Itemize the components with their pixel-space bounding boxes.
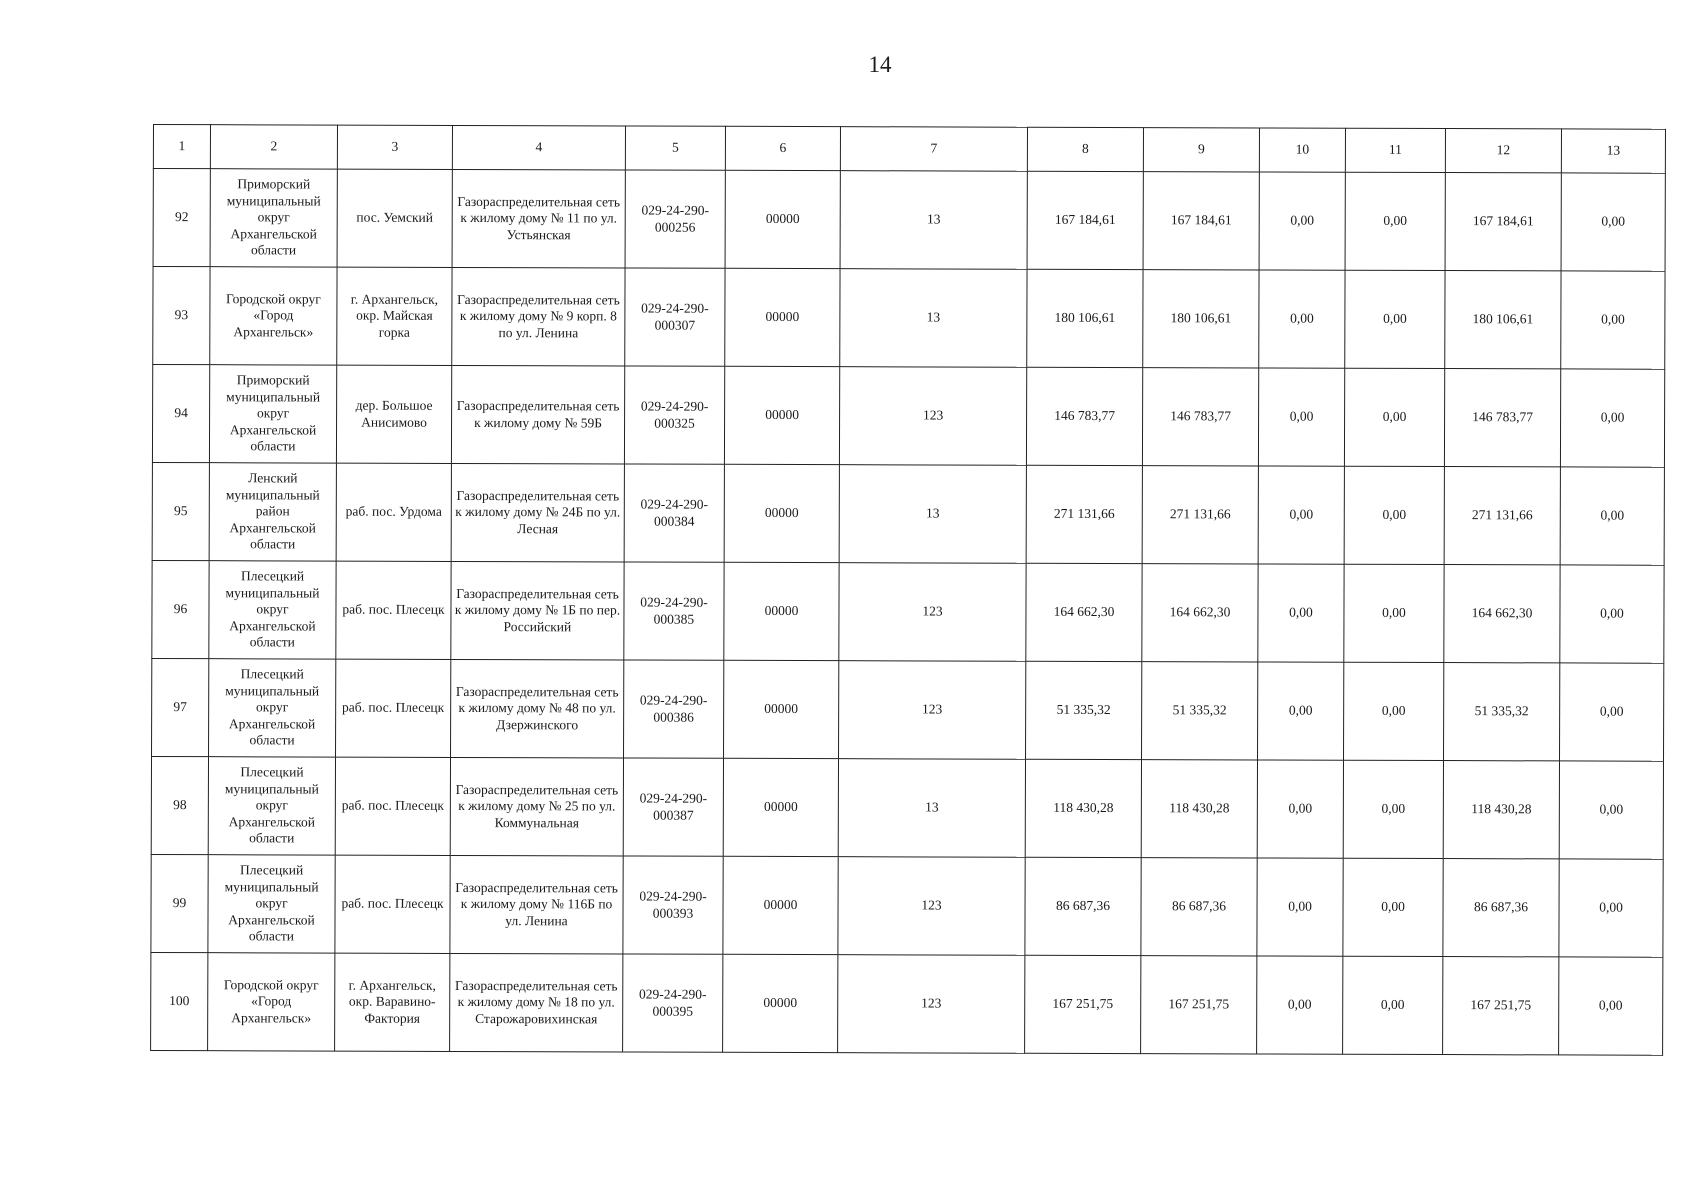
cell-code: 029-24-290-000395 — [623, 954, 723, 1052]
table-row — [151, 756, 1663, 859]
cell-c10: 0,00 — [1258, 466, 1344, 564]
cell-settlement: раб. пос. Плесецк — [335, 757, 450, 855]
column-header: 7 — [840, 127, 1027, 172]
cell-c13: 0,00 — [1561, 173, 1665, 271]
cell-number: 93 — [153, 267, 210, 365]
cell-c12: 167 251,75 — [1443, 957, 1559, 1055]
cell-object: Газораспределительная сеть к жилому дому № 25 по ул. Коммунальная — [450, 757, 623, 856]
cell-municipality: Ленский муниципальный район Архангельской области — [209, 463, 336, 561]
cell-c8: 180 106,61 — [1027, 269, 1143, 367]
cell-municipality: Городской округ «Город Архангельск» — [208, 953, 335, 1051]
cell-c9: 271 131,66 — [1142, 466, 1258, 564]
cell-object: Газораспределительная сеть к жилому дому № 1Б по пер. Российский — [451, 561, 624, 660]
cell-number: 98 — [151, 756, 208, 854]
cell-c13: 0,00 — [1559, 957, 1663, 1055]
cell-c13: 0,00 — [1560, 369, 1664, 467]
column-header: 8 — [1027, 127, 1143, 171]
cell-c8: 164 662,30 — [1026, 563, 1142, 661]
cell-object: Газораспределительная сеть к жилому дому № 116Б по ул. Ленина — [450, 855, 623, 954]
cell-c13: 0,00 — [1560, 565, 1664, 663]
cell-object: Газораспределительная сеть к жилому дому № 48 по ул. Дзержинского — [451, 659, 624, 758]
cell-c7: 13 — [838, 759, 1025, 858]
table-row — [152, 365, 1664, 468]
cell-c11: 0,00 — [1343, 858, 1443, 956]
cell-settlement: раб. пос. Плесецк — [336, 659, 451, 757]
cell-settlement: раб. пос. Плесецк — [336, 561, 451, 659]
column-header: 1 — [153, 125, 210, 169]
cell-number: 100 — [151, 952, 208, 1050]
cell-c10: 0,00 — [1257, 760, 1343, 858]
cell-c10: 0,00 — [1257, 858, 1343, 956]
cell-c13: 0,00 — [1559, 859, 1663, 957]
cell-object: Газораспределительная сеть к жилому дому № 59Б — [451, 365, 624, 464]
cell-c11: 0,00 — [1343, 956, 1443, 1054]
cell-settlement: г. Архангельск, окр. Майская горка — [337, 267, 452, 365]
column-header: 2 — [210, 125, 337, 169]
cell-code: 029-24-290-000386 — [624, 660, 724, 758]
cell-c9: 146 783,77 — [1142, 368, 1258, 466]
cell-number: 97 — [152, 658, 209, 756]
cell-c9: 118 430,28 — [1141, 760, 1257, 858]
cell-c8: 118 430,28 — [1025, 759, 1141, 857]
cell-c12: 51 335,32 — [1444, 663, 1560, 761]
cell-c11: 0,00 — [1345, 270, 1445, 368]
cell-settlement: раб. пос. Урдома — [336, 463, 451, 561]
table-row — [152, 658, 1664, 761]
cell-c9: 164 662,30 — [1142, 564, 1258, 662]
cell-c13: 0,00 — [1560, 467, 1664, 565]
cell-code: 029-24-290-000393 — [623, 856, 723, 954]
cell-settlement: раб. пос. Плесецк — [335, 855, 450, 953]
column-header: 10 — [1259, 128, 1345, 172]
cell-c6: 00000 — [724, 366, 839, 464]
cell-c6: 00000 — [724, 562, 839, 660]
cell-c9: 167 251,75 — [1141, 956, 1257, 1054]
cell-number: 99 — [151, 854, 208, 952]
cell-c8: 86 687,36 — [1025, 857, 1141, 955]
cell-c7: 123 — [838, 857, 1025, 956]
table-row — [153, 267, 1665, 370]
cell-c11: 0,00 — [1343, 760, 1443, 858]
column-header: 9 — [1143, 128, 1259, 172]
cell-c8: 167 251,75 — [1025, 955, 1141, 1053]
cell-c12: 86 687,36 — [1443, 859, 1559, 957]
cell-code: 029-24-290-000387 — [623, 758, 723, 856]
cell-c11: 0,00 — [1344, 466, 1444, 564]
table-row — [151, 952, 1663, 1055]
cell-c12: 167 184,61 — [1445, 173, 1561, 271]
cell-municipality: Приморский муниципальный округ Архангельской области — [209, 365, 336, 463]
cell-c7: 13 — [840, 171, 1027, 270]
cell-number: 92 — [153, 169, 210, 267]
cell-number: 95 — [152, 462, 209, 560]
cell-c9: 51 335,32 — [1142, 662, 1258, 760]
cell-c6: 00000 — [723, 856, 838, 954]
cell-municipality: Городской округ «Город Архангельск» — [210, 267, 337, 365]
cell-c6: 00000 — [725, 268, 840, 366]
cell-municipality: Плесецкий муниципальный округ Архангельской области — [209, 561, 336, 659]
cell-code: 029-24-290-000307 — [625, 268, 725, 366]
column-header: 3 — [337, 125, 452, 169]
cell-c13: 0,00 — [1559, 761, 1663, 859]
cell-c7: 13 — [840, 269, 1027, 368]
column-header: 4 — [452, 125, 625, 170]
cell-c11: 0,00 — [1344, 564, 1444, 662]
cell-c12: 146 783,77 — [1444, 369, 1560, 467]
cell-municipality: Плесецкий муниципальный округ Архангельской области — [208, 855, 335, 953]
cell-municipality: Приморский муниципальный округ Архангельской области — [210, 169, 337, 267]
cell-c8: 146 783,77 — [1026, 367, 1142, 465]
cell-c10: 0,00 — [1259, 270, 1345, 368]
cell-c13: 0,00 — [1560, 663, 1664, 761]
table-row — [151, 854, 1663, 957]
column-header: 6 — [725, 126, 840, 170]
cell-c9: 180 106,61 — [1143, 270, 1259, 368]
cell-c6: 00000 — [725, 170, 840, 268]
table-row — [152, 560, 1664, 663]
cell-c7: 123 — [839, 563, 1026, 662]
column-header: 13 — [1561, 129, 1665, 173]
cell-c6: 00000 — [724, 464, 839, 562]
header-row — [153, 125, 1665, 174]
cell-c12: 164 662,30 — [1444, 565, 1560, 663]
table-row — [153, 169, 1665, 272]
cell-c11: 0,00 — [1344, 368, 1444, 466]
cell-c10: 0,00 — [1257, 956, 1343, 1054]
cell-c6: 00000 — [723, 954, 838, 1052]
cell-number: 94 — [152, 365, 209, 463]
cell-number: 96 — [152, 560, 209, 658]
cell-code: 029-24-290-000256 — [625, 170, 725, 268]
cell-c12: 118 430,28 — [1443, 761, 1559, 859]
cell-c6: 00000 — [723, 758, 838, 856]
table-row — [152, 462, 1664, 565]
column-header: 11 — [1345, 128, 1445, 172]
column-header: 5 — [625, 126, 725, 170]
cell-settlement: пос. Уемский — [337, 169, 452, 267]
cell-object: Газораспределительная сеть к жилому дому № 24Б по ул. Лесная — [451, 463, 624, 562]
cell-c7: 123 — [838, 955, 1025, 1054]
cell-c8: 51 335,32 — [1026, 661, 1142, 759]
cell-object: Газораспределительная сеть к жилому дому № 11 по ул. Устьянская — [452, 169, 625, 268]
cell-c6: 00000 — [724, 660, 839, 758]
cell-municipality: Плесецкий муниципальный округ Архангельской области — [208, 757, 335, 855]
cell-c8: 271 131,66 — [1026, 465, 1142, 563]
cell-c7: 123 — [839, 661, 1026, 760]
cell-settlement: г. Архангельск, окр. Варавино-Фактория — [335, 953, 450, 1051]
cell-c9: 167 184,61 — [1143, 172, 1259, 270]
cell-code: 029-24-290-000325 — [624, 366, 724, 464]
cell-c11: 0,00 — [1344, 662, 1444, 760]
cell-c10: 0,00 — [1258, 662, 1344, 760]
column-header: 12 — [1445, 129, 1561, 173]
cell-c11: 0,00 — [1345, 172, 1445, 270]
cell-c9: 86 687,36 — [1141, 858, 1257, 956]
cell-c12: 271 131,66 — [1444, 467, 1560, 565]
cell-object: Газораспределительная сеть к жилому дому № 18 по ул. Старожаровихинская — [450, 953, 623, 1052]
cell-municipality: Плесецкий муниципальный округ Архангельской области — [209, 659, 336, 757]
data-table — [150, 124, 1666, 1056]
cell-c10: 0,00 — [1258, 368, 1344, 466]
cell-c7: 123 — [839, 367, 1026, 466]
cell-c12: 180 106,61 — [1445, 271, 1561, 369]
cell-c8: 167 184,61 — [1027, 171, 1143, 269]
cell-code: 029-24-290-000384 — [624, 464, 724, 562]
cell-c7: 13 — [839, 465, 1026, 564]
cell-object: Газораспределительная сеть к жилому дому № 9 корп. 8 по ул. Ленина — [452, 267, 625, 366]
cell-settlement: дер. Большое Анисимово — [336, 365, 451, 463]
cell-c10: 0,00 — [1258, 564, 1344, 662]
cell-c13: 0,00 — [1561, 271, 1665, 369]
cell-code: 029-24-290-000385 — [624, 562, 724, 660]
cell-c10: 0,00 — [1259, 172, 1345, 270]
page-number: 14 — [868, 52, 892, 77]
